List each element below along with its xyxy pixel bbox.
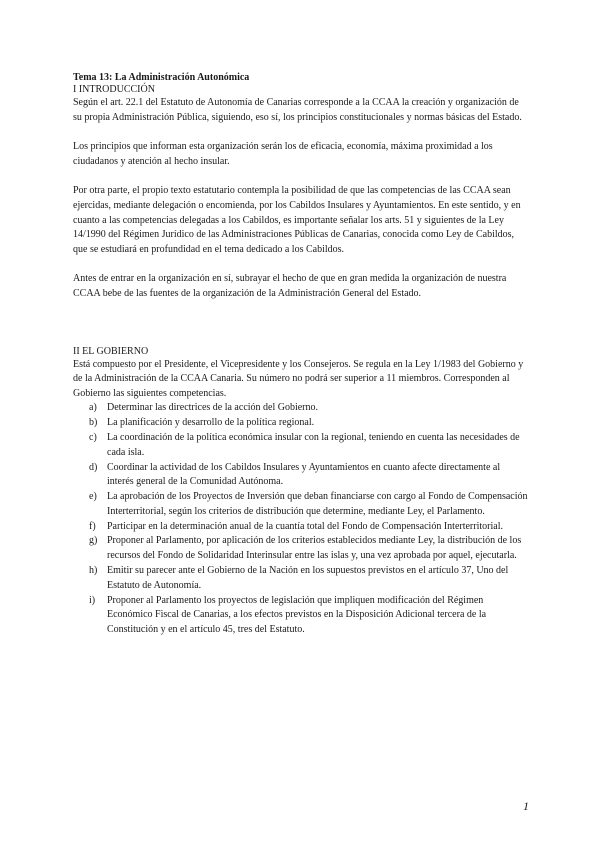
- list-marker: c): [89, 431, 97, 443]
- document-title: Tema 13: La Administración Autonómica: [73, 72, 250, 83]
- list-marker: f): [89, 520, 96, 532]
- paragraph: Por otra parte, el propio texto estatutario contempla la posibilidad de que las competencias de las CCAA sean ejercidas, mediante delegación o encomienda, por los Cabildos Insulares y Ayuntamientos. En este sentido, y en cuanto a las competencias delegadas a los Cabildos, es importante señalar los arts. 51 y siguientes de la Ley 14/1990 del Régimen Jurídico de las Administraciones Públicas de Canarias, conocida como Ley de Cabildos, que se estudiará en profundidad en el tema dedicado a los Cabildos.: [73, 185, 521, 255]
- list-item-text: Proponer al Parlamento, por aplicación de los criterios establecidos mediante Ley, la distribución de los recursos del Fondo de Solidaridad Interinsular entre las islas y, una vez aprobada por aquel, ejecutarla.: [107, 535, 522, 562]
- paragraph: Según el art. 22.1 del Estatuto de Autonomía de Canarias corresponde a la CCAA la creación y organización de su propia Administración Pública, siguiendo, eso sí, los principios constitucionales y normas básicas del Estado.: [73, 97, 522, 123]
- list-item: [73, 520, 528, 535]
- list-marker: e): [89, 491, 97, 503]
- page-number: 1: [523, 799, 529, 813]
- section-heading-introduccion: I INTRODUCCIÓN: [73, 84, 155, 95]
- paragraph: Los principios que informan esta organización serán los de eficacia, economía, máxima proximidad a los ciudadanos y atención al hecho insular.: [73, 141, 493, 167]
- list-item-text: Participar en la determinación anual de la cuantía total del Fondo de Compensación Interterritorial.: [107, 520, 503, 532]
- list-item: [73, 564, 528, 594]
- competencias-list: [73, 401, 528, 638]
- list-item: [73, 461, 528, 491]
- list-marker: i): [89, 594, 96, 606]
- list-item: [73, 431, 528, 461]
- list-marker: a): [89, 402, 97, 414]
- list-marker: g): [89, 535, 98, 547]
- list-item: [73, 401, 528, 416]
- list-item-text: Coordinar la actividad de los Cabildos Insulares y Ayuntamientos en cuanto afecte directamente al interés general de la Comunidad Autónoma.: [107, 461, 501, 488]
- document-page: [73, 72, 528, 638]
- list-item-text: Determinar las directrices de la acción del Gobierno.: [107, 402, 319, 414]
- list-item: [73, 490, 528, 520]
- list-item-text: Proponer al Parlamento los proyectos de legislación que impliquen modificación del Régimen Económico Fiscal de Canarias, a los efectos previstos en la Disposición Adicional tercera de la Constitución y en el artículo 45, tres del Estatuto.: [107, 594, 487, 636]
- list-item-text: Emitir su parecer ante el Gobierno de la Nación en los supuestos previstos en el artículo 37, Uno del Estatuto de Autonomía.: [107, 565, 509, 591]
- list-marker: h): [89, 565, 98, 577]
- section-intro: Está compuesto por el Presidente, el Vicepresidente y los Consejeros. Se regula en la Ley 1/1983 del Gobierno y de la Administración de la CCAA Canaria. Su número no podrá ser superior a 11 miembros. Corresponden al Gobierno las siguientes competencias.: [73, 358, 524, 399]
- list-item-text: La coordinación de la política económica insular con la regional, teniendo en cuenta las necesidades de cada isla.: [107, 431, 520, 458]
- list-item: [73, 534, 528, 564]
- list-item: [73, 416, 528, 431]
- paragraph: Antes de entrar en la organización en sí, subrayar el hecho de que en gran medida la organización de nuestra CCAA bebe de las fuentes de la organización de la Administración General del Estado.: [73, 273, 507, 299]
- list-item-text: La aprobación de los Proyectos de Inversión que deban financiarse con cargo al Fondo de Compensación Interterritorial, según los criterios de distribución que determine, mediante Ley, el Parlamento.: [107, 491, 528, 517]
- list-marker: b): [89, 417, 98, 429]
- list-item-text: La planificación y desarrollo de la política regional.: [107, 417, 315, 429]
- list-marker: d): [89, 461, 98, 473]
- list-item: [73, 594, 528, 638]
- section-heading-gobierno: II EL GOBIERNO: [73, 345, 149, 357]
